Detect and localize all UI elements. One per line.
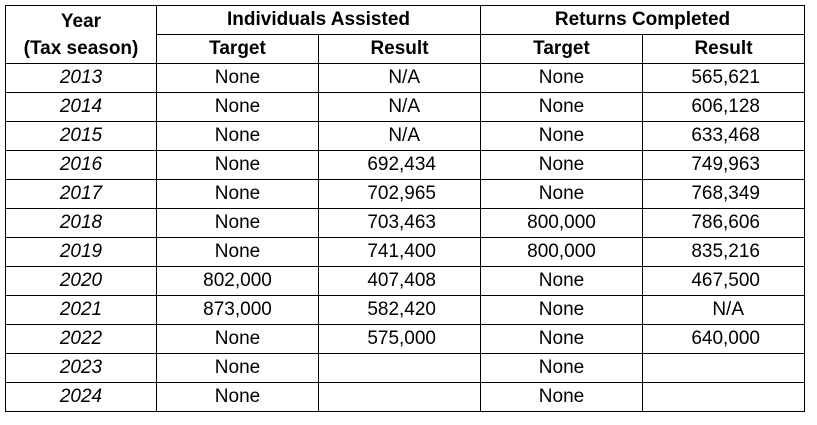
rc-target-cell: None bbox=[481, 64, 643, 93]
year-cell: 2018 bbox=[6, 209, 157, 238]
ia-result-cell: 692,434 bbox=[319, 151, 481, 180]
ia-target-cell: None bbox=[157, 383, 319, 412]
rc-target-cell: 800,000 bbox=[481, 238, 643, 267]
year-cell: 2016 bbox=[6, 151, 157, 180]
table-row bbox=[6, 180, 805, 209]
year-cell: 2023 bbox=[6, 354, 157, 383]
returns-completed-header: Returns Completed bbox=[481, 6, 805, 35]
ia-result-cell: 575,000 bbox=[319, 325, 481, 354]
rc-target-cell: None bbox=[481, 296, 643, 325]
table-row bbox=[6, 267, 805, 296]
rc-target-cell: None bbox=[481, 151, 643, 180]
ia-result-header: Result bbox=[319, 35, 481, 64]
table-row bbox=[6, 296, 805, 325]
table-row bbox=[6, 64, 805, 93]
rc-target-cell: None bbox=[481, 93, 643, 122]
header-row-group bbox=[6, 6, 805, 35]
ia-target-cell: None bbox=[157, 122, 319, 151]
rc-result-cell bbox=[643, 354, 805, 383]
year-cell: 2017 bbox=[6, 180, 157, 209]
year-header-sublabel: (Tax season) bbox=[23, 37, 139, 59]
rc-target-cell: None bbox=[481, 354, 643, 383]
rc-target-cell: None bbox=[481, 267, 643, 296]
rc-result-cell: 749,963 bbox=[643, 151, 805, 180]
year-cell: 2021 bbox=[6, 296, 157, 325]
rc-result-cell: N/A bbox=[643, 296, 805, 325]
ia-target-cell: None bbox=[157, 93, 319, 122]
ia-target-cell: 802,000 bbox=[157, 267, 319, 296]
ia-result-cell: 741,400 bbox=[319, 238, 481, 267]
year-cell: 2019 bbox=[6, 238, 157, 267]
results-table bbox=[5, 5, 805, 412]
ia-result-cell: 407,408 bbox=[319, 267, 481, 296]
ia-target-cell: None bbox=[157, 209, 319, 238]
ia-target-cell: None bbox=[157, 64, 319, 93]
rc-target-cell: None bbox=[481, 325, 643, 354]
ia-result-cell: 702,965 bbox=[319, 180, 481, 209]
ia-target-cell: None bbox=[157, 354, 319, 383]
ia-target-cell: None bbox=[157, 180, 319, 209]
ia-target-cell: None bbox=[157, 238, 319, 267]
ia-result-cell: 703,463 bbox=[319, 209, 481, 238]
individuals-assisted-header: Individuals Assisted bbox=[157, 6, 481, 35]
rc-target-cell: None bbox=[481, 180, 643, 209]
year-cell: 2014 bbox=[6, 93, 157, 122]
ia-result-cell bbox=[319, 383, 481, 412]
year-header-label: Year bbox=[60, 10, 102, 32]
rc-result-cell: 786,606 bbox=[643, 209, 805, 238]
table-row bbox=[6, 238, 805, 267]
rc-result-cell: 565,621 bbox=[643, 64, 805, 93]
year-cell: 2015 bbox=[6, 122, 157, 151]
rc-result-header: Result bbox=[643, 35, 805, 64]
rc-result-cell: 835,216 bbox=[643, 238, 805, 267]
ia-result-cell: N/A bbox=[319, 64, 481, 93]
rc-target-cell: None bbox=[481, 383, 643, 412]
year-header bbox=[6, 6, 157, 64]
table-row bbox=[6, 209, 805, 238]
year-cell: 2024 bbox=[6, 383, 157, 412]
year-cell: 2022 bbox=[6, 325, 157, 354]
table-row bbox=[6, 383, 805, 412]
ia-result-cell: 582,420 bbox=[319, 296, 481, 325]
rc-result-cell: 633,468 bbox=[643, 122, 805, 151]
table-row bbox=[6, 325, 805, 354]
ia-target-header: Target bbox=[157, 35, 319, 64]
ia-target-cell: 873,000 bbox=[157, 296, 319, 325]
year-cell: 2020 bbox=[6, 267, 157, 296]
rc-target-header: Target bbox=[481, 35, 643, 64]
rc-target-cell: 800,000 bbox=[481, 209, 643, 238]
table-row bbox=[6, 354, 805, 383]
rc-target-cell: None bbox=[481, 122, 643, 151]
ia-result-cell: N/A bbox=[319, 122, 481, 151]
rc-result-cell bbox=[643, 383, 805, 412]
table-row bbox=[6, 122, 805, 151]
table-row bbox=[6, 93, 805, 122]
ia-target-cell: None bbox=[157, 325, 319, 354]
table-row bbox=[6, 151, 805, 180]
ia-target-cell: None bbox=[157, 151, 319, 180]
rc-result-cell: 768,349 bbox=[643, 180, 805, 209]
ia-result-cell bbox=[319, 354, 481, 383]
ia-result-cell: N/A bbox=[319, 93, 481, 122]
rc-result-cell: 640,000 bbox=[643, 325, 805, 354]
rc-result-cell: 606,128 bbox=[643, 93, 805, 122]
rc-result-cell: 467,500 bbox=[643, 267, 805, 296]
year-cell: 2013 bbox=[6, 64, 157, 93]
